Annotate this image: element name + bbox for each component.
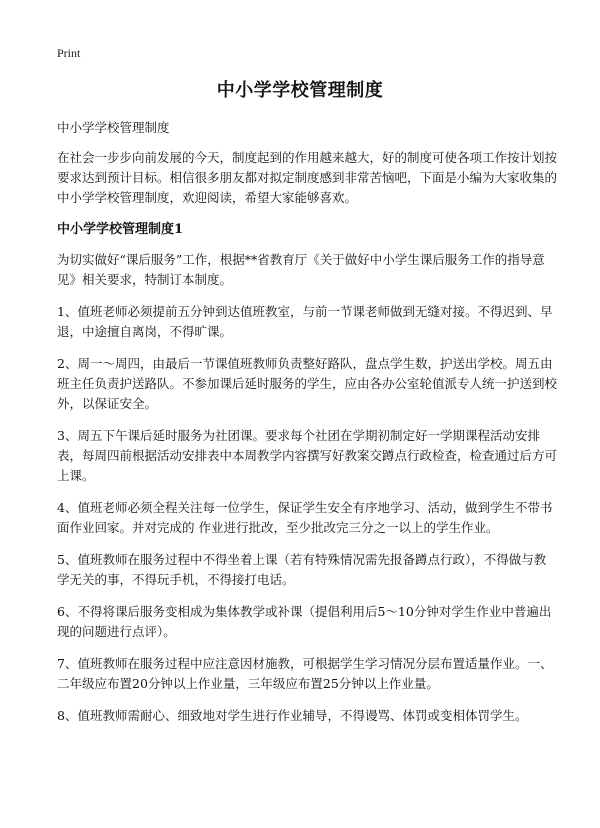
page-title: 中小学学校管理制度 bbox=[216, 80, 384, 101]
intro-paragraph: 在社会一步步向前发展的今天，制度起到的作用越来越大，好的制度可使各项工作按计划按要求达到预计目标。相信很多朋友都对拟定制度感到非常苦恼吧，下面是小编为大家收集的中小学学校管理制度，欢迎阅读，希望大家能够喜欢。 bbox=[57, 150, 558, 205]
rule-item-1: 1、值班老师必须提前五分钟到达值班教室，与前一节课老师做到无缝对接。不得迟到、早退，中途擅自离岗，不得旷课。 bbox=[57, 304, 553, 339]
rule-item-4: 4、值班老师必须全程关注每一位学生，保证学生安全有序地学习、活动，做到学生不带书面作业回家。并对完成的 作业进行批改，至少批改完三分之一以上的学生作业。 bbox=[57, 500, 553, 535]
rule-item-6: 6、不得将课后服务变相成为集体教学或补课（提倡利用后5～10分钟对学生作业中普遍出现的问题进行点评）。 bbox=[57, 604, 552, 639]
section-intro-paragraph: 为切实做好“课后服务”工作，根据**省教育厅《关于做好中小学生课后服务工作的指导意见》相关要求，特制订本制度。 bbox=[57, 252, 545, 287]
rule-item-5: 5、值班教师在服务过程中不得坐着上课（若有特殊情况需先报备蹲点行政），不得做与教学无关的事，不得玩手机，不得接打电话。 bbox=[57, 552, 547, 587]
rule-item-2: 2、周一～周四，由最后一节课值班教师负责整好路队，盘点学生数，护送出学校。周五由班主任负责护送路队。不参加课后延时服务的学生，应由各办公室轮值派专人统一护送到校外，以保证安全。 bbox=[57, 356, 558, 411]
document-subtitle: 中小学学校管理制度 bbox=[57, 120, 170, 135]
rule-item-8: 8、值班教师需耐心、细致地对学生进行作业辅导，不得谩骂、体罚或变相体罚学生。 bbox=[57, 708, 528, 723]
rule-item-7: 7、值班教师在服务过程中应注意因材施教，可根据学生学习情况分层布置适量作业。一、二年级应布置20分钟以上作业量，三年级应布置25分钟以上作业量。 bbox=[57, 656, 553, 691]
print-link[interactable]: Print bbox=[57, 46, 81, 60]
document-body bbox=[57, 118, 557, 738]
rule-item-3: 3、周五下午课后延时服务为社团课。要求每个社团在学期初制定好一学期课程活动安排表，每周四前根据活动安排表中本周教学内容撰写好教案交蹲点行政检查，检查通过后方可上课。 bbox=[57, 428, 558, 483]
section-heading: 中小学学校管理制度1 bbox=[57, 222, 184, 237]
